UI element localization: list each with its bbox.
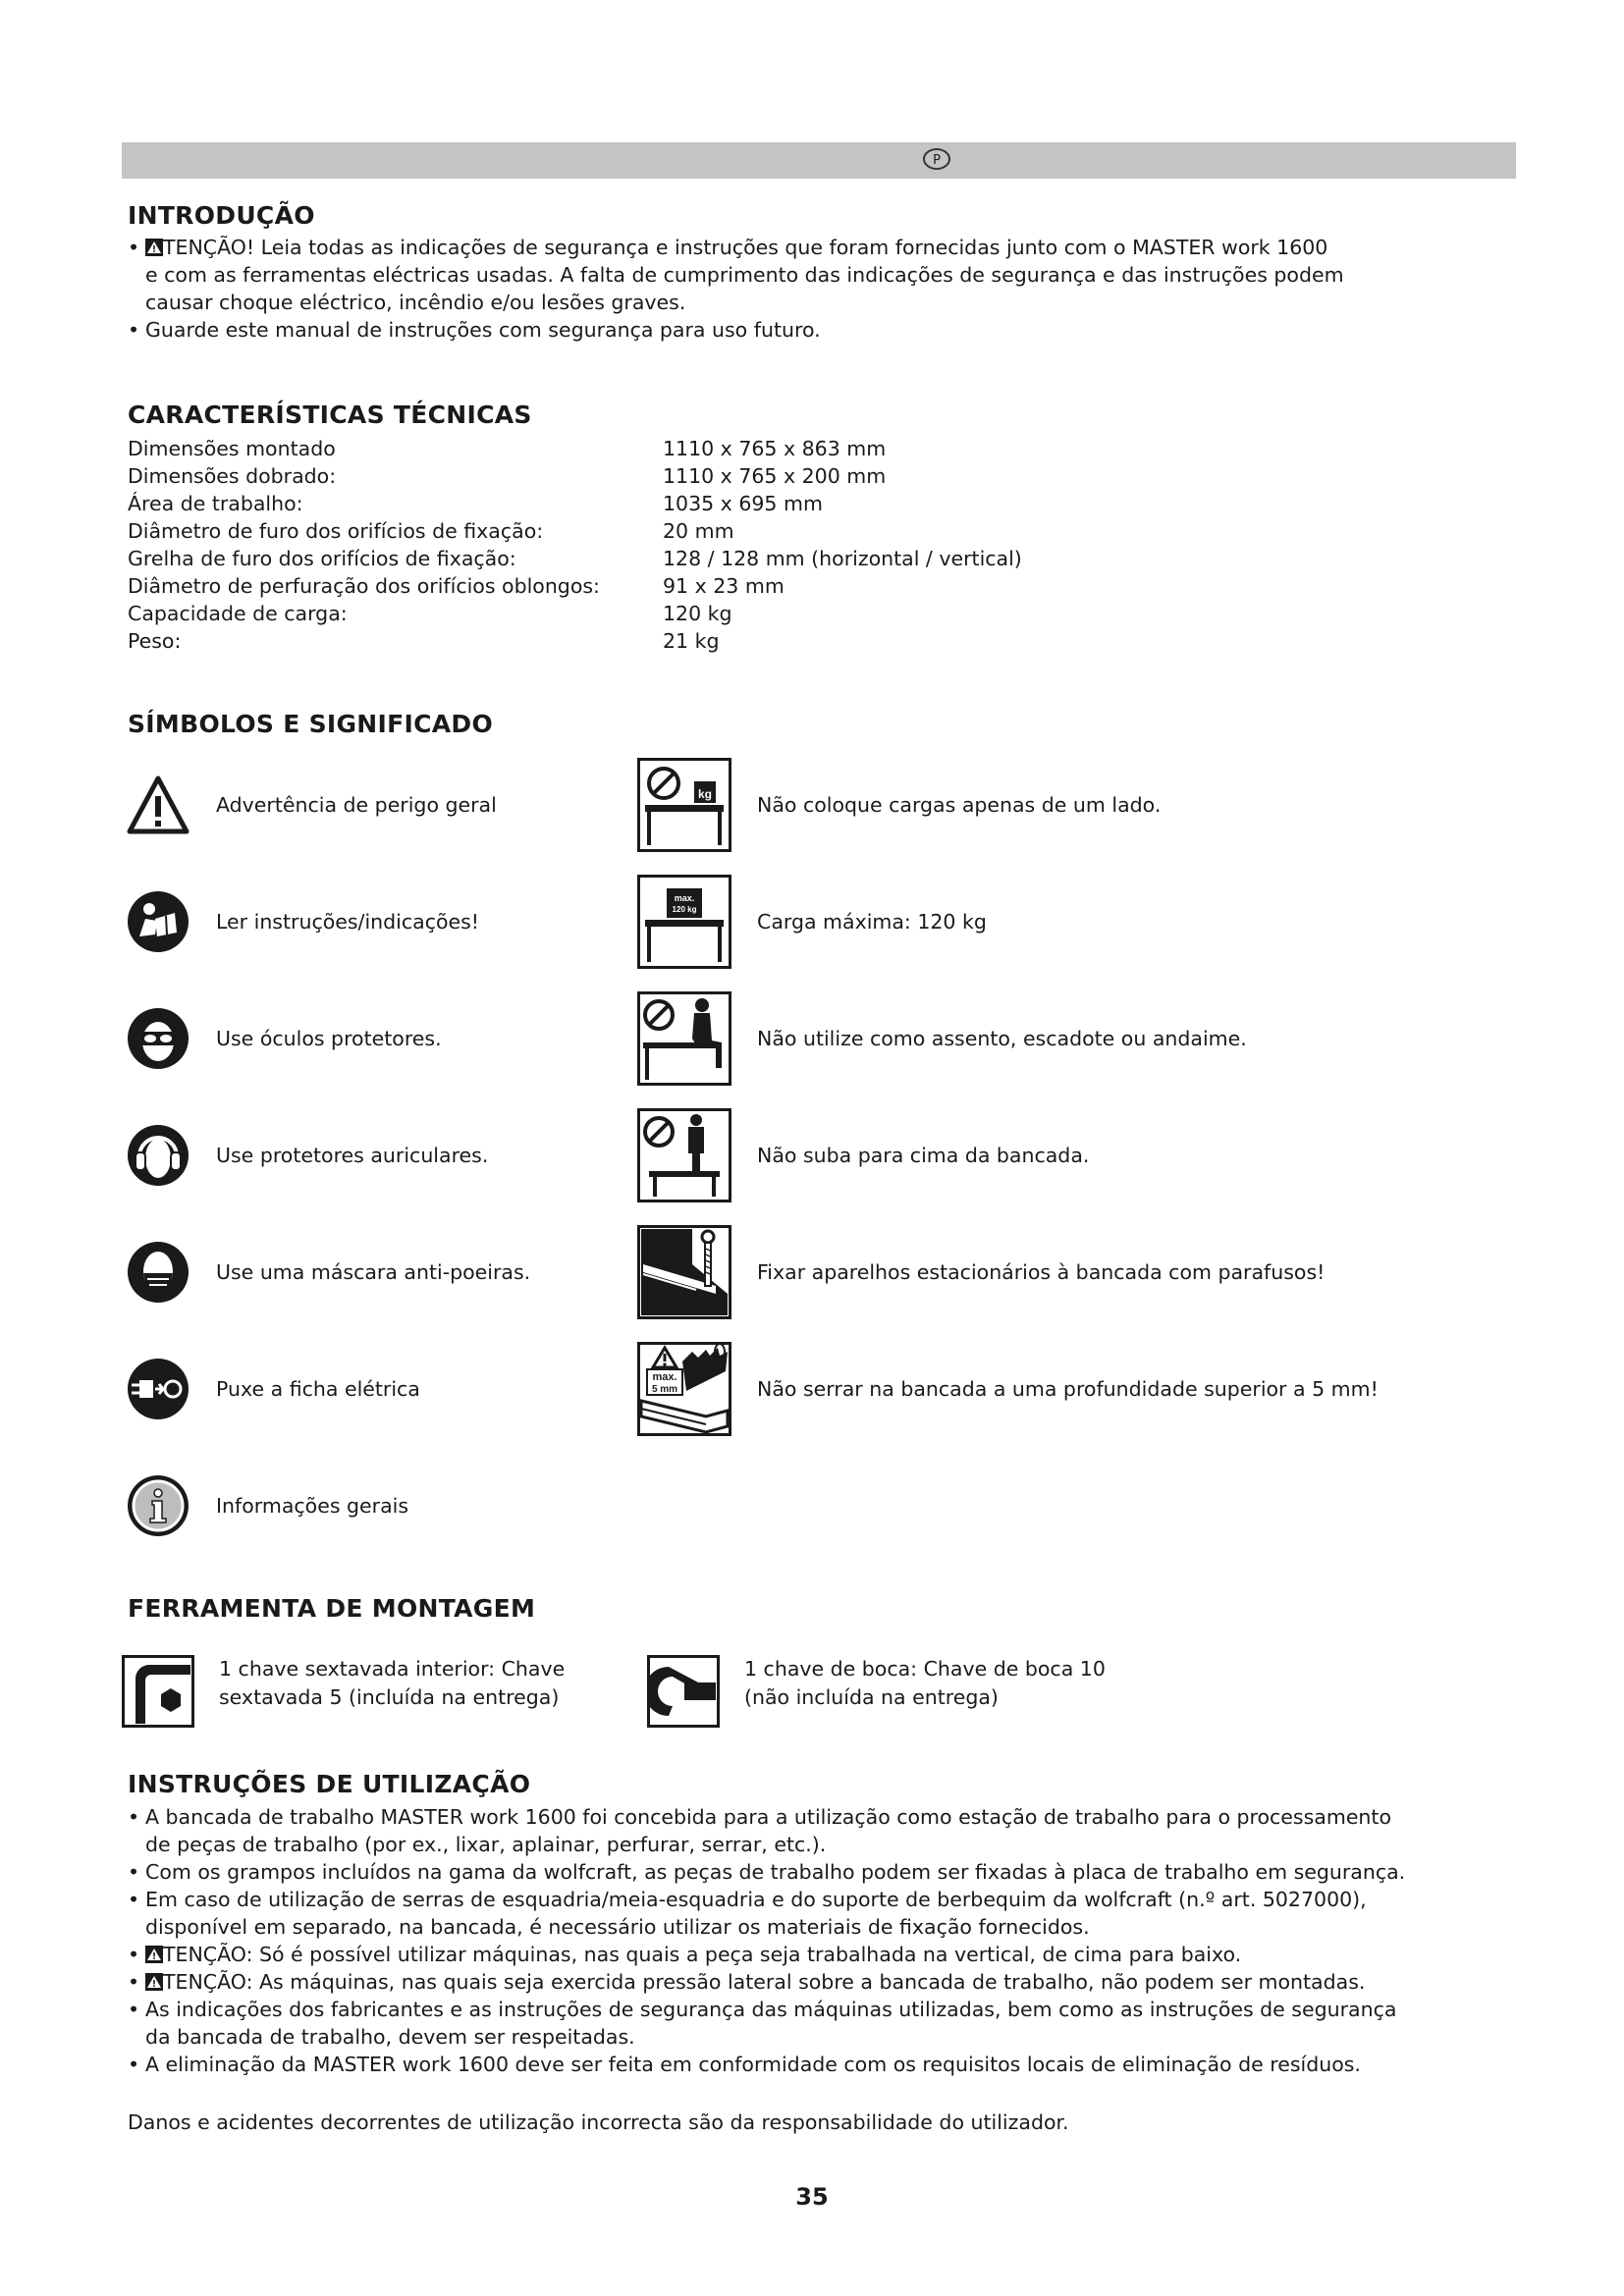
hex-key-icon <box>122 1655 194 1728</box>
svg-text:5 mm: 5 mm <box>651 1384 678 1395</box>
list-item: • TENÇÃO: Só é possível utilizar máquinas, nas quais a peça seja trabalhada na vertical, de cima para baixo. <box>128 1943 1242 1966</box>
list-item: • TENÇÃO! Leia todas as indicações de segurança e instruções que foram fornecidas junto com o MASTER work 1600 e com as ferramentas eléctricas usadas. A falta de cumprimento das indicações de segurança e das instruções podem causar choque eléctrico, incêndio e/ou lesões graves. <box>128 236 1344 314</box>
symbol-row: max. 5 mm Não serrar na bancada a uma profundidade superior a 5 mm! <box>637 1342 1379 1436</box>
tool-item: 1 chave sextavada interior: Chave sextavada 5 (incluída na entrega) <box>122 1655 565 1728</box>
table-row: Dimensões montado 1110 x 765 x 863 mm <box>128 437 887 460</box>
list-item: • Guarde este manual de instruções com segurança para uso futuro. <box>128 318 821 342</box>
no-standing-icon <box>637 1108 731 1202</box>
read-instructions-icon <box>126 889 190 954</box>
svg-text:max.: max. <box>652 1371 677 1383</box>
symbol-row: Ler instruções/indicações! <box>126 889 479 954</box>
language-badge: P <box>923 148 950 170</box>
table-row: Capacidade de carga: 120 kg <box>128 602 732 625</box>
list-item: • Em caso de utilização de serras de esquadria/meia-esquadria e do suporte de berbequim da wolfcraft (n.º art. 5027000), disponível em separado, na bancada, é necessário utilizar os materiais de fixação fornecidos. <box>128 1888 1367 1939</box>
intro-heading: INTRODUÇÃO <box>128 201 315 230</box>
table-row: Peso: 21 kg <box>128 629 720 653</box>
no-sitting-icon <box>637 991 731 1086</box>
usage-list <box>128 1803 1434 2078</box>
unplug-icon <box>126 1357 190 1421</box>
tools-heading: FERRAMENTA DE MONTAGEM <box>128 1594 536 1623</box>
symbols-heading: SÍMBOLOS E SIGNIFICADO <box>128 710 494 738</box>
symbol-row: kg Não coloque cargas apenas de um lado. <box>637 758 1161 852</box>
warning-triangle-icon <box>126 773 190 837</box>
no-one-sided-load-icon <box>637 758 731 852</box>
svg-text:kg: kg <box>697 787 713 801</box>
usage-heading: INSTRUÇÕES DE UTILIZAÇÃO <box>128 1770 531 1798</box>
dust-mask-icon <box>126 1240 190 1305</box>
symbol-row: Informações gerais <box>126 1473 408 1538</box>
footer-note: Danos e acidentes decorrentes de utilização incorrecta são da responsabilidade do utilizador. <box>128 2110 1069 2134</box>
max-saw-depth-icon <box>637 1342 731 1436</box>
open-end-wrench-icon <box>647 1655 720 1728</box>
table-row: Grelha de furo dos orifícios de fixação: 128 / 128 mm (horizontal / vertical) <box>128 547 1022 570</box>
warning-icon <box>145 1973 163 1991</box>
table-row: Área de trabalho: 1035 x 695 mm <box>128 492 823 515</box>
specs-heading: CARACTERÍSTICAS TÉCNICAS <box>128 400 532 429</box>
warning-icon <box>145 1946 163 1963</box>
info-icon <box>126 1473 190 1538</box>
list-item: • A eliminação da MASTER work 1600 deve ser feita em conformidade com os requisitos locais de eliminação de resíduos. <box>128 2053 1361 2076</box>
symbol-row: Use uma máscara anti-poeiras. <box>126 1240 530 1305</box>
intro-list <box>128 234 1434 344</box>
safety-goggles-icon <box>126 1006 190 1071</box>
page-number: 35 <box>795 2183 829 2211</box>
list-item: • A bancada de trabalho MASTER work 1600 foi concebida para a utilização como estação de trabalho para o processamento de peças de trabalho (por ex., lixar, aplainar, perfurar, serrar, etc.). <box>128 1805 1391 1856</box>
symbol-row: Use protetores auriculares. <box>126 1123 488 1188</box>
symbol-row: max. 120 kg Carga máxima: 120 kg <box>637 875 987 969</box>
list-item: • TENÇÃO: As máquinas, nas quais seja exercida pressão lateral sobre a bancada de trabalho, não podem ser montadas. <box>128 1970 1366 1994</box>
symbol-row: Não suba para cima da bancada. <box>637 1108 1089 1202</box>
svg-text:120 kg: 120 kg <box>672 905 697 914</box>
symbol-row: Não utilize como assento, escadote ou andaime. <box>637 991 1247 1086</box>
screw-mount-icon <box>637 1225 731 1319</box>
header-bar <box>122 142 1516 179</box>
symbol-row: Use óculos protetores. <box>126 1006 442 1071</box>
symbol-row: Advertência de perigo geral <box>126 773 497 837</box>
svg-text:max.: max. <box>674 893 695 903</box>
max-load-icon <box>637 875 731 969</box>
list-item: • As indicações dos fabricantes e as instruções de segurança das máquinas utilizadas, bem como as instruções de segurança da bancada de trabalho, devem ser respeitadas. <box>128 1998 1397 2049</box>
table-row: Dimensões dobrado: 1110 x 765 x 200 mm <box>128 464 887 488</box>
symbol-row: Fixar aparelhos estacionários à bancada com parafusos! <box>637 1225 1325 1319</box>
warning-icon <box>145 239 163 256</box>
tool-item: 1 chave de boca: Chave de boca 10 (não incluída na entrega) <box>647 1655 1106 1728</box>
specs-table <box>128 435 1022 655</box>
ear-protection-icon <box>126 1123 190 1188</box>
table-row: Diâmetro de furo dos orifícios de fixação: 20 mm <box>128 519 734 543</box>
symbol-row: Puxe a ficha elétrica <box>126 1357 420 1421</box>
table-row: Diâmetro de perfuração dos orifícios oblongos: 91 x 23 mm <box>128 574 785 598</box>
list-item: • Com os grampos incluídos na gama da wolfcraft, as peças de trabalho podem ser fixadas à placa de trabalho em segurança. <box>128 1860 1406 1884</box>
